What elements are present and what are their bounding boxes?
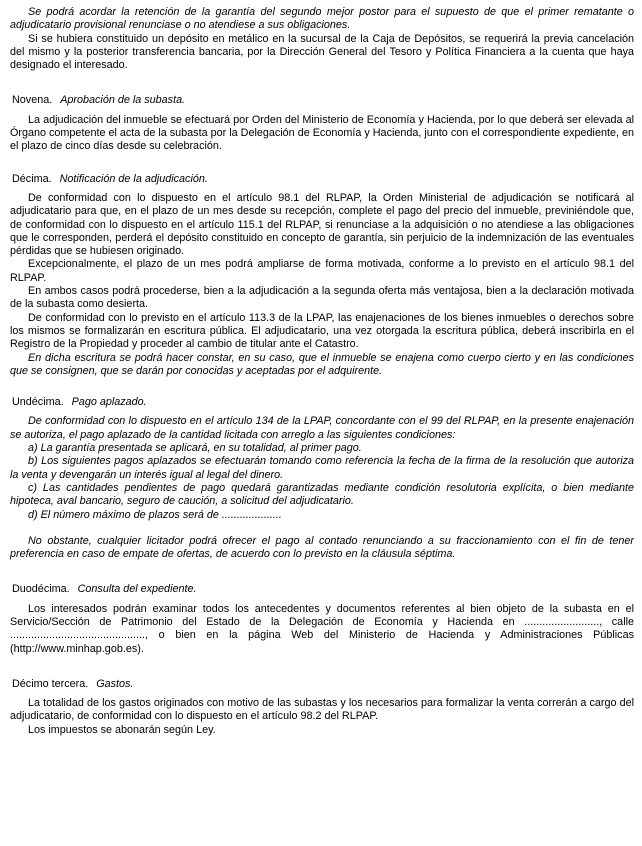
paragraph-gap	[10, 522, 634, 535]
section-heading	[10, 94, 634, 107]
document-page	[10, 6, 634, 737]
intro-paragraph-1: Se podrá acordar la retención de la garantía del segundo mejor postor para el supuesto de que el primer rematante o adjudicatario provisional renunciase o no atendiese a sus obligaciones.	[10, 6, 634, 32]
section-title: Gastos.	[96, 677, 134, 690]
section-paragraph: De conformidad con lo dispuesto en el artículo 134 de la LPAP, concordante con el 99 del RLPAP, en la presente enajenación se autoriza, el pago aplazado de la cantidad licitada con arreglo a las siguientes condiciones:	[10, 415, 634, 441]
section-heading	[10, 396, 634, 409]
section-novena	[10, 94, 634, 153]
section-heading	[10, 173, 634, 186]
section-decima	[10, 173, 634, 378]
section-paragraph: De conformidad con lo previsto en el artículo 113.3 de la LPAP, las enajenaciones de los bienes inmuebles o derechos sobre los mismos se formalizarán en escritura pública. El adjudicatario, una vez otorgada la escritura pública, deberá inscribirla en el Registro de la Propiedad y proceder al cambio de titular ante el Catastro.	[10, 311, 634, 351]
section-paragraph: De conformidad con lo dispuesto en el artículo 98.1 del RLPAP, la Orden Ministerial de adjudicación se notificará al adjudicatario para que, en el plazo de un mes desde su recepción, complete el pago del precio del inmueble, previniéndole que, de conformidad con lo dispuesto en el artículo 115.1 del RLPAP, si renunciase a la adquisición o no atendiese a las obligaciones que le corresponden, perderá el depósito constituido en concepto de garantía, sin perjuicio de la indemnización de las eventuales pérdidas que se hubiesen originado.	[10, 191, 634, 258]
section-paragraph: En ambos casos podrá procederse, bien a la adjudicación a la segunda oferta más ventajosa, bien a la declaración motivada de la subasta como desierta.	[10, 285, 634, 311]
section-label: Décimo tercera.	[12, 677, 89, 690]
section-label: Décima.	[12, 172, 52, 185]
intro-block	[10, 6, 634, 72]
section-paragraph: Los impuestos se abonarán según Ley.	[28, 723, 216, 736]
condition-item-b: b) Los siguientes pagos aplazados se efectuarán tomando como referencia la fecha de la firma de la resolución que autoriza la venta y devengarán un interés igual al legal del dinero.	[10, 455, 634, 481]
section-heading	[10, 678, 634, 691]
section-title: Aprobación de la subasta.	[60, 94, 186, 107]
section-decimotercera	[10, 678, 634, 737]
section-paragraph: Los interesados podrán examinar todos los antecedentes y documentos referentes al bien objeto de la subasta en el Servicio/Sección de Patrimonio del Estado de la Delegación de Economía y Hacienda en ........................., calle ............................................., o bien en la página Web del Ministerio de Hacienda y Administraciones Públicas (http://www.minhap.gob.es).	[10, 602, 634, 655]
section-label: Duodécima.	[12, 583, 70, 596]
section-paragraph: En dicha escritura se podrá hacer constar, en su caso, que el inmueble se enajena como cuerpo cierto y en las condiciones que se consignen, que se darán por conocidas y aceptadas por el adquirente.	[10, 351, 634, 377]
section-title: Consulta del expediente.	[77, 583, 197, 596]
section-title: Notificación de la adjudicación.	[59, 172, 208, 185]
section-undecima	[10, 396, 634, 561]
section-heading	[10, 583, 634, 596]
condition-item-c: c) Las cantidades pendientes de pago quedará garantizadas mediante condición resolutoria explícita, o bien mediante hipoteca, aval bancario, seguro de caución, a solicitud del adjudicatario.	[10, 481, 634, 508]
section-label: Undécima.	[12, 396, 64, 409]
section-paragraph: Excepcionalmente, el plazo de un mes podrá ampliarse de forma motivada, conforme a lo previsto en el artículo 98.1 del RLPAP.	[10, 258, 634, 284]
condition-item-a: a) La garantía presentada se aplicará, en su totalidad, al primer pago.	[28, 442, 362, 455]
section-title: Pago aplazado.	[71, 396, 147, 409]
section-paragraph: No obstante, cualquier licitador podrá ofrecer el pago al contado renunciando a su fraccionamiento con el fin de tener preferencia en caso de empate de ofertas, de acuerdo con lo previsto en la cláusula séptima.	[10, 534, 634, 561]
section-paragraph: La totalidad de los gastos originados con motivo de las subastas y los necesarios para formalizar la venta correrán a cargo del adjudicatario, de conformidad con lo dispuesto en el artículo 98.2 del RLPAP.	[10, 697, 634, 723]
section-paragraph: La adjudicación del inmueble se efectuará por Orden del Ministerio de Economía y Hacienda, por lo que deberá ser elevada al Órgano competente el acta de la subasta por la Delegación de Economía y Hacienda, junto con el correspondiente expediente, en el plazo de cinco días desde su celebración.	[10, 113, 634, 153]
intro-paragraph-2: Si se hubiera constituido un depósito en metálico en la sucursal de la Caja de Depósitos, se requerirá la previa cancelación del mismo y la posterior transferencia bancaria, por la Dirección General del Tesoro y Política Financiera a la cuenta que haya designado el interesado.	[10, 32, 634, 72]
section-label: Novena.	[12, 94, 53, 107]
section-duodecima	[10, 583, 634, 655]
condition-item-d: d) El número máximo de plazos será de ....................	[28, 508, 282, 521]
